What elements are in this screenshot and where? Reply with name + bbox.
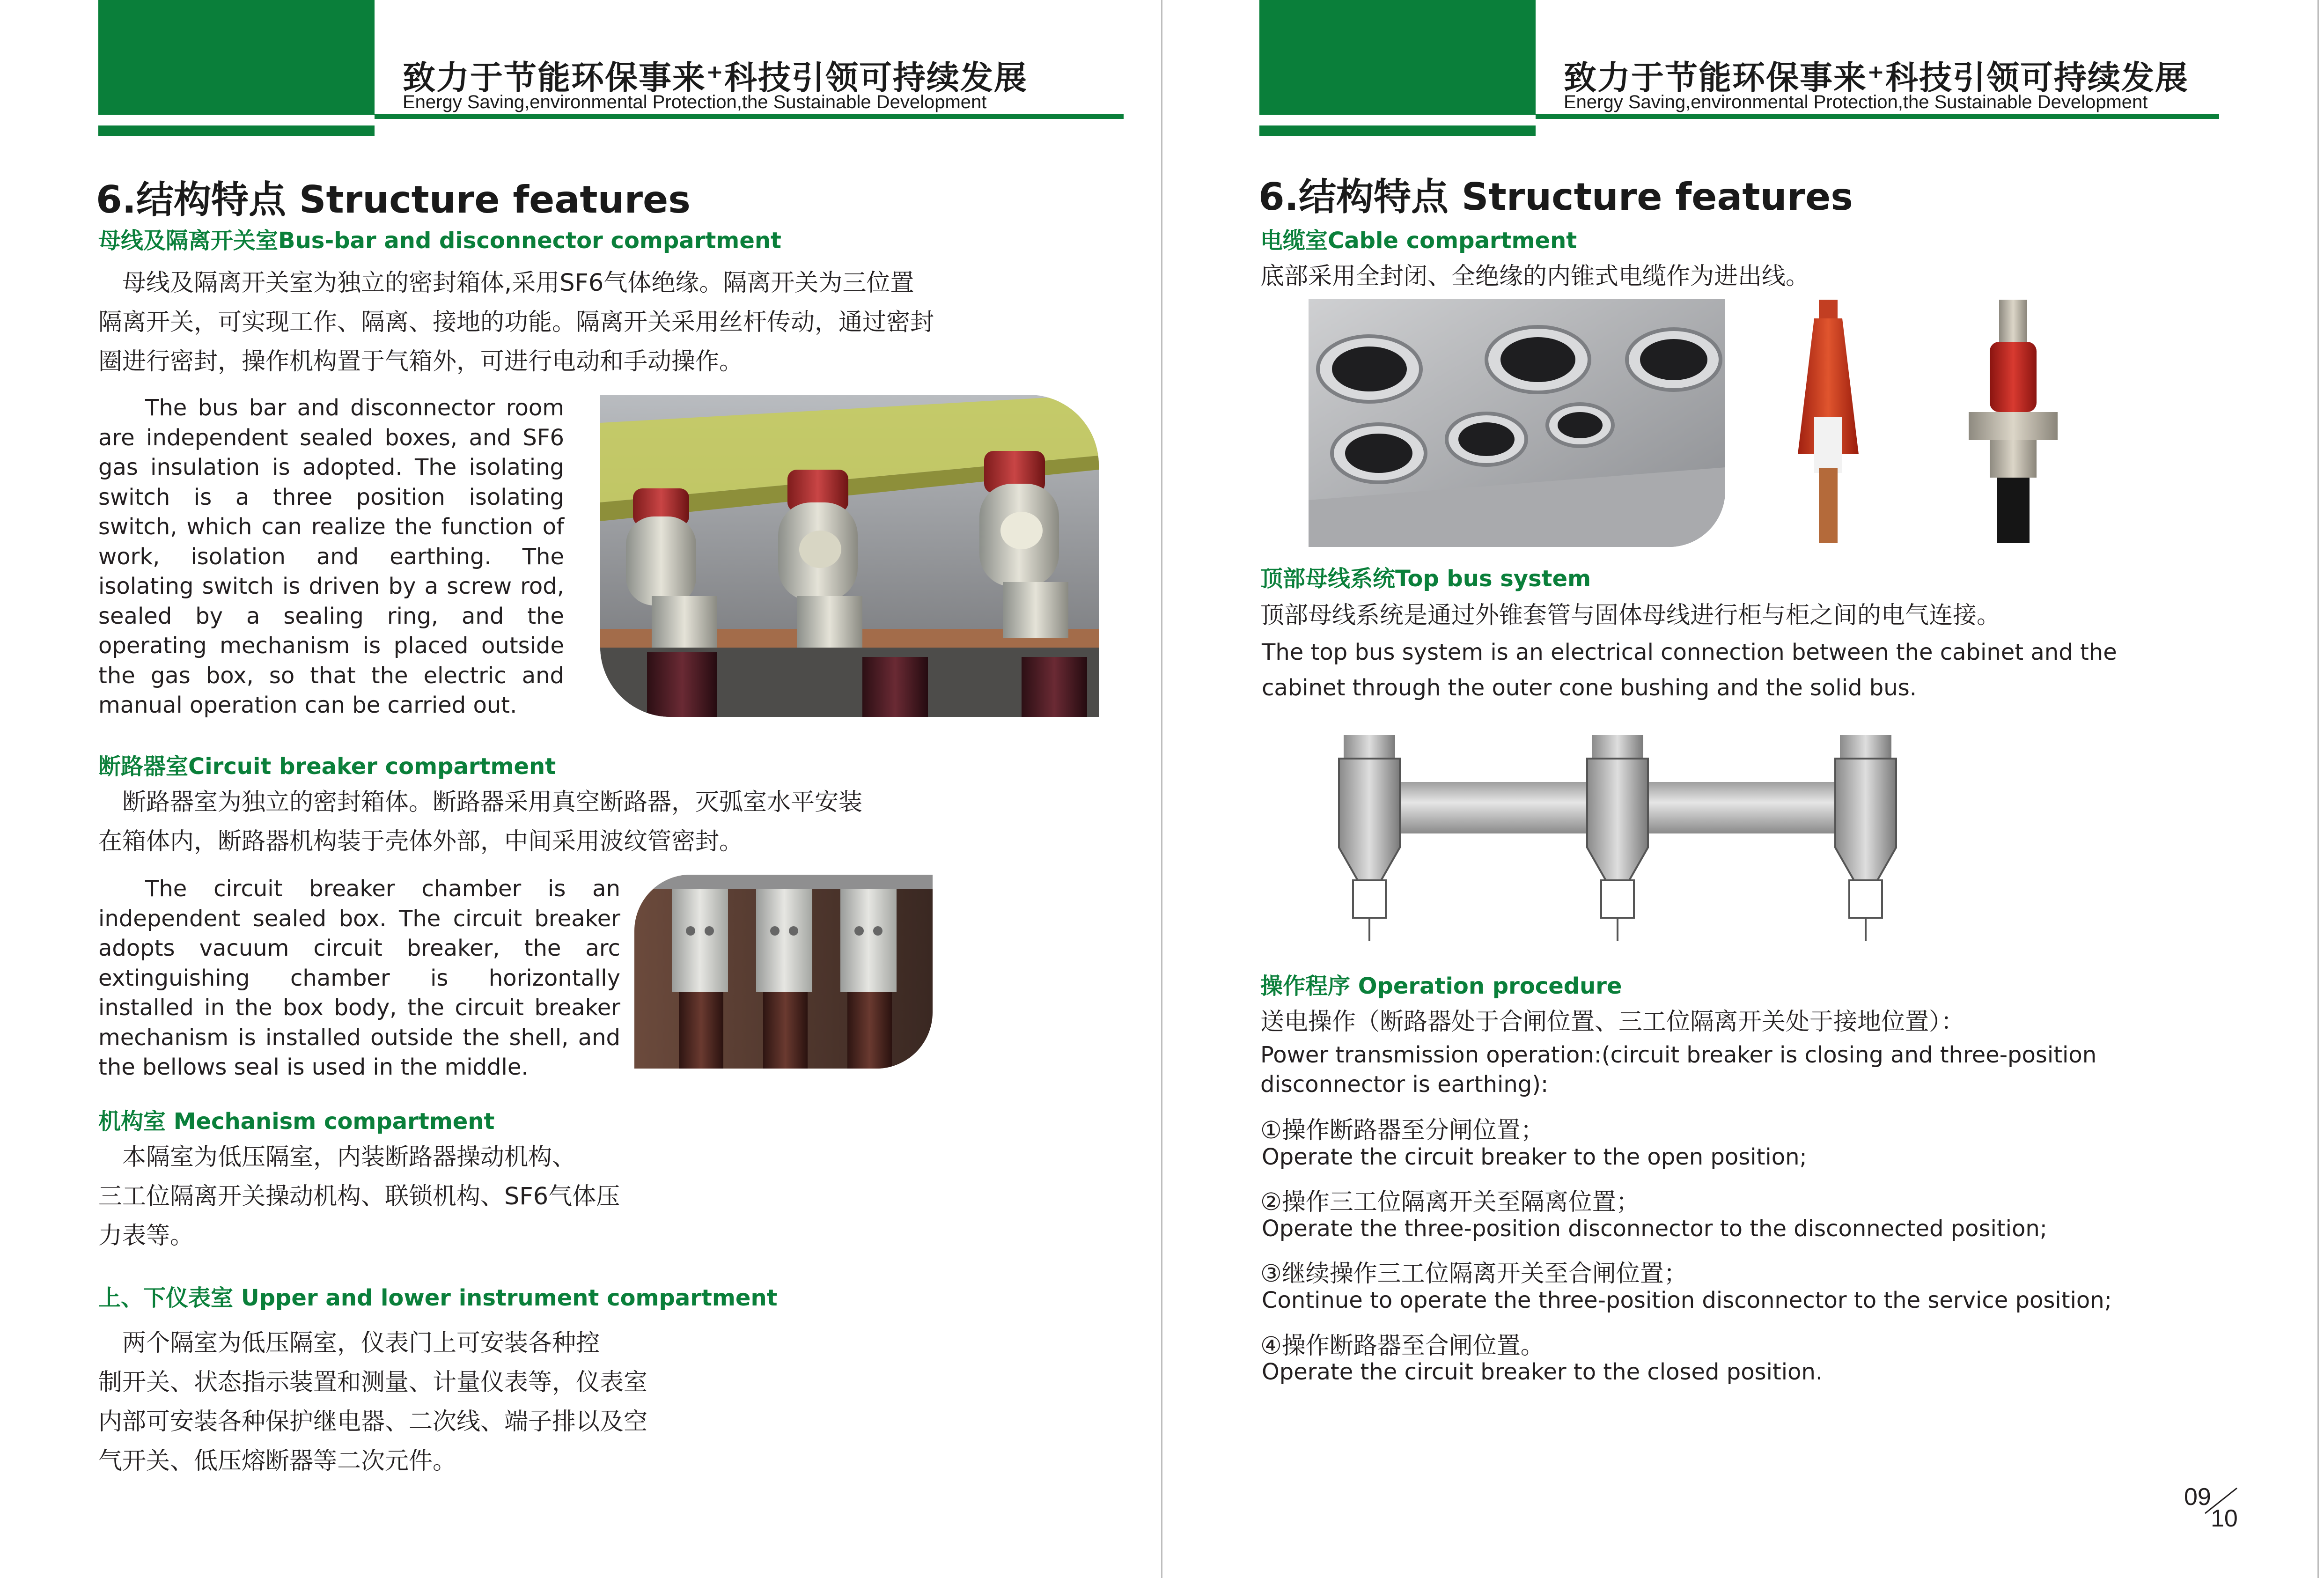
cable-cn-text: 底部采用全封闭、全绝缘的内锥式电缆作为进出线。 (1260, 263, 1810, 290)
mechanism-heading: 机构室 Mechanism compartment (98, 1108, 495, 1135)
header-green-block-left (98, 0, 375, 115)
header-slogan-cn-left: 致力于节能环保事来⁺科技引领可持续发展 (403, 59, 1028, 97)
operation-heading: 操作程序 Operation procedure (1260, 973, 1622, 999)
section-title-left: 6.结构特点 Structure features (96, 178, 691, 221)
breaker-cn-text (98, 783, 862, 862)
header-green-stripe-right (1259, 125, 1536, 136)
cable-heading: 电缆室Cable compartment (1260, 228, 1577, 254)
header-rule-right (1536, 114, 2219, 119)
instrument-cn-line: 制开关、状态指示装置和测量、计量仪表等，仪表室 (98, 1369, 648, 1396)
header-green-stripe-left (98, 125, 375, 136)
topbus-en-line: The top bus system is an electrical connection between the cabinet and the (1262, 639, 2117, 665)
busbar-cn-line: 母线及隔离开关室为独立的密封箱体,采用SF6气体绝缘。隔离开关为三位置 (98, 269, 914, 297)
top-bus-diagram (1334, 726, 1905, 946)
mechanism-cn-line: 本隔室为低压隔室，内装断路器操动机构、 (98, 1143, 576, 1171)
breaker-photo (634, 875, 933, 1069)
section-title-right: 6.结构特点 Structure features (1258, 175, 1853, 219)
operation-step-en: Continue to operate the three-position disconnector to the service position; (1262, 1287, 2112, 1313)
operation-step-cn: ②操作三工位隔离开关至隔离位置； (1260, 1188, 1640, 1216)
cable-compartment-photo (1309, 299, 1725, 547)
breaker-en-text: The circuit breaker chamber is an independent sealed box. The circuit breaker adopts vacuum circuit breaker, the arc extinguishing chamber is horizontally installed in the box body, the circuit breaker mechanism is installed outside the shell, and the bellows seal is used in the middle. (98, 876, 620, 1080)
instrument-cn-text (98, 1324, 647, 1481)
breaker-cn-line: 断路器室为独立的密封箱体。断路器采用真空断路器，灭弧室水平安装 (98, 789, 863, 816)
inner-cone-bushing-image (1793, 300, 1863, 543)
busbar-heading: 母线及隔离开关室Bus-bar and disconnector compartment (98, 228, 781, 254)
page-divider (1161, 0, 1162, 1578)
header-slogan-en-left: Energy Saving,environmental Protection,the Sustainable Development (403, 92, 987, 112)
topbus-cn-text: 顶部母线系统是通过外锥套管与固体母线进行柜与柜之间的电气连接。 (1260, 602, 2001, 629)
instrument-cn-line: 两个隔室为低压隔室，仪表门上可安装各种控 (98, 1329, 600, 1357)
operation-step-en: Operate the circuit breaker to the open position; (1262, 1144, 1807, 1170)
busbar-cn-line: 隔离开关，可实现工作、隔离、接地的功能。隔离开关采用丝杆传动，通过密封 (98, 309, 934, 336)
header-slogan-en-right: Energy Saving,environmental Protection,the Sustainable Development (1564, 92, 2148, 112)
operation-intro-en-line: disconnector is earthing): (1260, 1071, 1549, 1098)
operation-intro-cn: 送电操作（断路器处于合闸位置、三工位隔离开关处于接地位置）： (1260, 1008, 1965, 1036)
busbar-photo (600, 395, 1099, 717)
busbar-cn-text (98, 264, 934, 382)
mechanism-cn-text (98, 1138, 620, 1256)
header-slogan-cn-right: 致力于节能环保事来⁺科技引领可持续发展 (1564, 59, 2189, 97)
page-number-right: 10 (2211, 1505, 2238, 1532)
operation-intro-en-line: Power transmission operation:(circuit breaker is closing and three-position (1260, 1042, 2097, 1068)
mechanism-cn-line: 三工位隔离开关操动机构、联锁机构、SF6气体压 (98, 1183, 620, 1210)
busbar-cn-line: 圈进行密封，操作机构置于气箱外，可进行电动和手动操作。 (98, 348, 743, 376)
header-green-block-right (1259, 0, 1536, 115)
mechanism-cn-line: 力表等。 (98, 1222, 194, 1250)
page-number-left: 09 (2184, 1483, 2211, 1511)
operation-step-en: Operate the three-position disconnector to the disconnected position; (1262, 1216, 2047, 1242)
outer-cone-bushing-image (1959, 300, 2067, 543)
topbus-en-line: cabinet through the outer cone bushing and the solid bus. (1262, 675, 1917, 701)
operation-step-cn: ①操作断路器至分闸位置； (1260, 1117, 1544, 1144)
busbar-en-text: The bus bar and disconnector room are independent sealed boxes, and SF6 gas insulation is adopted. The isolating switch is a three position isolating switch, which can realize the function of work, isolation and earthing. The isolating switch is driven by a screw rod, sealed by a sealing ring, and the operating mechanism is placed outside the gas box, so that the electric and manual operation can be carried out. (98, 395, 564, 718)
topbus-heading: 顶部母线系统Top bus system (1260, 566, 1591, 592)
operation-step-en: Operate the circuit breaker to the closed position. (1262, 1359, 1823, 1385)
operation-step-cn: ③继续操作三工位隔离开关至合闸位置； (1260, 1260, 1688, 1288)
operation-step-cn: ④操作断路器至合闸位置。 (1260, 1332, 1544, 1360)
right-edge (2317, 0, 2319, 1578)
breaker-cn-line: 在箱体内，断路器机构装于壳体外部，中间采用波纹管密封。 (98, 828, 743, 855)
instrument-cn-line: 内部可安装各种保护继电器、二次线、端子排以及空 (98, 1408, 648, 1436)
instrument-cn-line: 气开关、低压熔断器等二次元件。 (98, 1447, 457, 1475)
breaker-heading: 断路器室Circuit breaker compartment (98, 753, 556, 780)
header-rule-left (375, 114, 1124, 119)
instrument-heading: 上、下仪表室 Upper and lower instrument compartment (98, 1285, 778, 1311)
